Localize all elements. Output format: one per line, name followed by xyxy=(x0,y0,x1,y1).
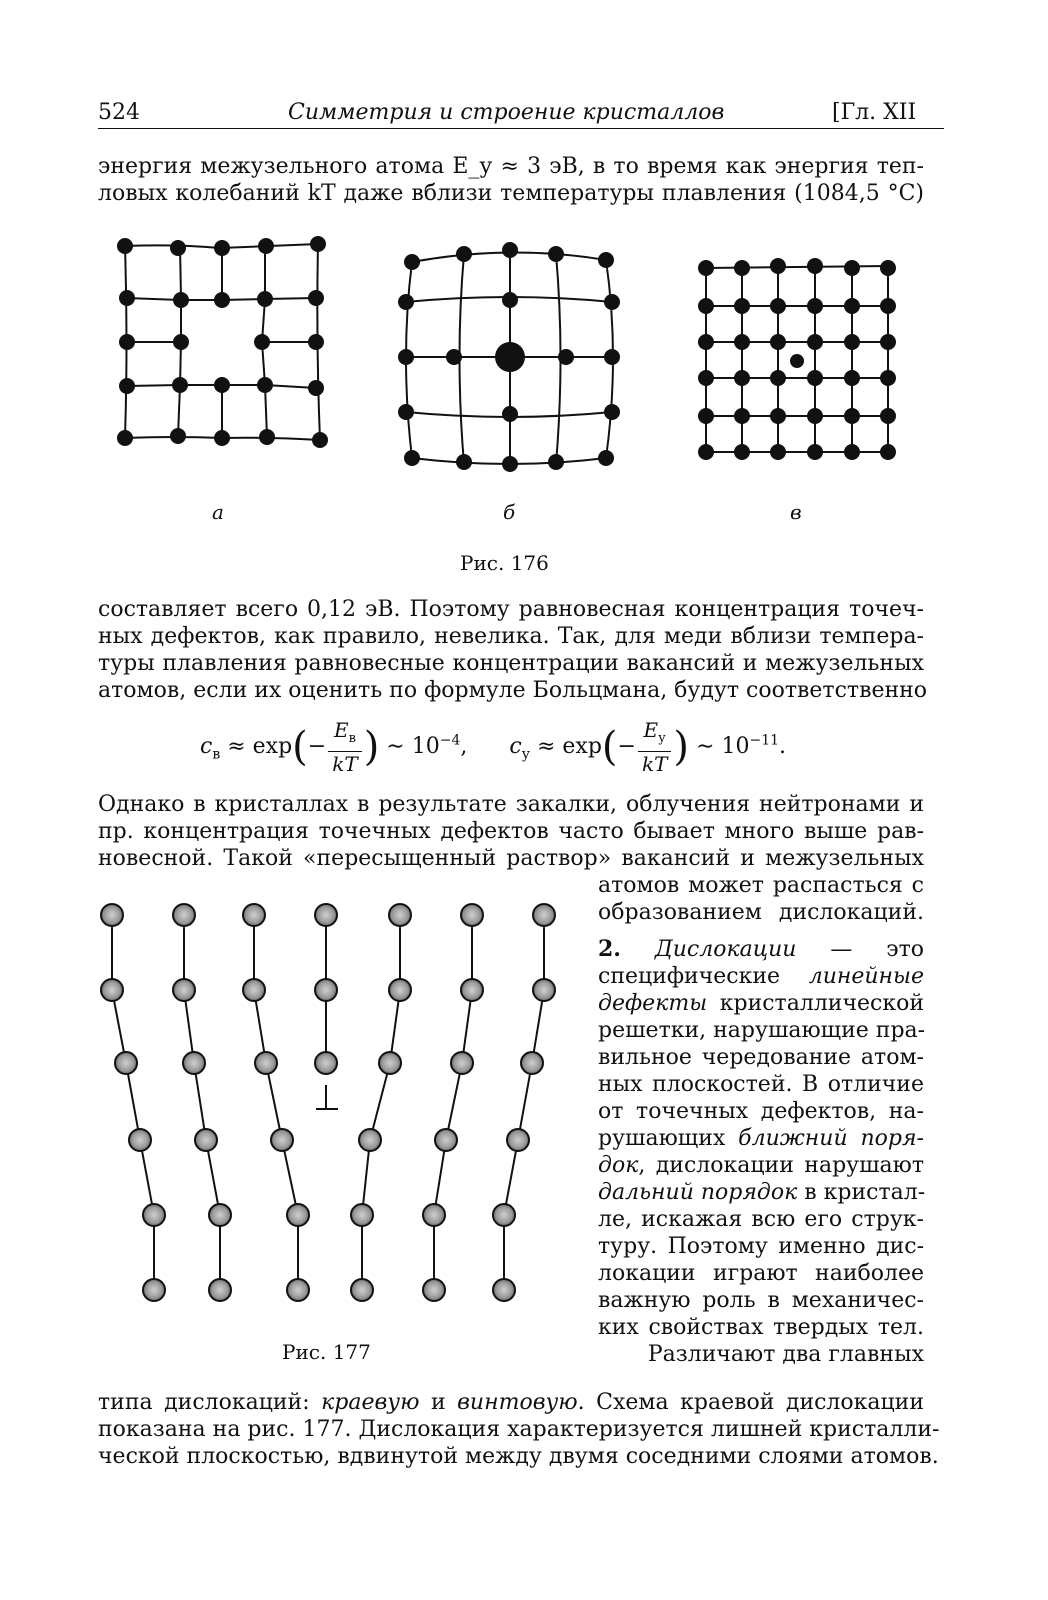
formula-operator: ∼ xyxy=(386,734,405,759)
text-line: важную роль в механичес- xyxy=(598,1288,924,1313)
formula-exponent: −4 xyxy=(439,732,461,749)
section-number: 2. xyxy=(598,936,621,962)
text-line: пр. концентрация точечных дефектов часто бывает много выше рав- xyxy=(98,819,924,844)
formula-exponent: −11 xyxy=(749,732,780,749)
text-line: ловых колебаний kT даже вблизи температуры плавления (1084,5 °C) xyxy=(98,181,924,206)
text-line: ных плоскостей. В отличие xyxy=(598,1072,924,1097)
formula-subscript: у xyxy=(521,746,530,763)
text-fragment: в кристал- xyxy=(797,1180,926,1205)
formula-value: 10 xyxy=(411,734,440,759)
formula-fraction xyxy=(328,718,361,776)
text-fragment: рушающих xyxy=(598,1126,726,1151)
text-fragment: специфические xyxy=(598,964,781,989)
text-line: новесной. Такой «пересыщенный раствор» вакансий и межузельных xyxy=(98,846,924,871)
italic-term: линейные xyxy=(808,964,924,989)
formula-symbol: E xyxy=(643,718,659,742)
figure-177-edge-dislocation xyxy=(90,895,590,1315)
formula-subscript: в xyxy=(348,731,356,746)
italic-term: док xyxy=(598,1153,639,1178)
text-fragment: , дислокации нарушают xyxy=(638,1153,924,1178)
formula-operator: ≈ xyxy=(227,734,246,759)
text-line: вильное чередование атом- xyxy=(598,1045,924,1070)
text-line: составляет всего 0,12 эВ. Поэтому равновесная концентрация точеч- xyxy=(98,597,924,622)
text-line: ческой плоскостью, вдвинутой между двумя соседними слоями атомов. xyxy=(98,1444,939,1469)
formula-function: exp xyxy=(562,734,602,759)
header-rule xyxy=(98,128,944,129)
text-line: локации играют наиболее xyxy=(598,1261,924,1286)
formula-symbol: c xyxy=(200,734,213,759)
text-line: Однако в кристаллах в результате закалки, облучения нейтронами и xyxy=(98,792,924,817)
paragraph-1 xyxy=(98,153,924,207)
figure-176-caption: Рис. 176 xyxy=(460,551,549,575)
figure-label-a: а xyxy=(212,500,224,524)
formula-operator: − xyxy=(617,734,636,759)
text-line: показана на рис. 177. Дислокация характеризуется лишней кристалли- xyxy=(98,1417,940,1442)
paragraph-3 xyxy=(98,791,924,872)
figure-177-caption: Рис. 177 xyxy=(282,1340,371,1364)
italic-term: дальний порядок xyxy=(598,1180,798,1205)
figure-label-v: в xyxy=(790,500,802,524)
text-line: ле, искажая всю его струк- xyxy=(598,1207,924,1232)
italic-term: дефекты xyxy=(598,991,708,1016)
section-title: Дислокации xyxy=(654,937,797,962)
text-line: ных дефектов, как правило, невелика. Так, для меди вблизи темпера- xyxy=(98,624,924,649)
text-line: туры плавления равновесные концентрации вакансий и межузельных xyxy=(98,651,924,676)
text-line: Различают два главных xyxy=(647,1342,924,1367)
formula-symbol: E xyxy=(333,718,349,742)
section-heading-line xyxy=(598,936,924,963)
text-line xyxy=(598,1125,924,1152)
paragraph-2 xyxy=(98,596,928,704)
text-fragment: типа дислокаций: xyxy=(98,1390,322,1415)
text-line: атомов может распасться с xyxy=(598,873,924,898)
boltzmann-formula: $c_в \approx \exp(-$ $\frac{E_в}{kT}$ ) ∼ $10^{-4}$, $c_у \approx \exp(-$ $\frac{E_у}{kT}$ ) ∼ $10^{-11}$. xyxy=(200,718,787,776)
text-line xyxy=(598,990,924,1017)
text-fragment: кристаллической xyxy=(719,991,924,1016)
text-line xyxy=(598,1152,924,1179)
text-line: атомов, если их оценить по формуле Больцмана, будут соответственно xyxy=(98,678,928,703)
formula-subscript: в xyxy=(212,746,221,763)
paragraph-4 xyxy=(98,1389,940,1470)
text-fragment: и xyxy=(419,1390,458,1415)
figure-176-lattices xyxy=(0,230,1048,530)
chapter-label: [Гл. XII xyxy=(832,100,917,125)
italic-term: ближний поря- xyxy=(738,1126,924,1151)
running-title: Симметрия и строение кристаллов xyxy=(288,100,725,125)
formula-punct: . xyxy=(779,734,787,759)
text-line: решетки, нарушающие пра- xyxy=(598,1018,926,1043)
formula-symbol: kT xyxy=(332,752,358,776)
text-line xyxy=(598,1179,924,1206)
text-fragment: . Схема краевой дислокации xyxy=(577,1390,924,1415)
formula-symbol: c xyxy=(509,734,522,759)
side-column-text xyxy=(598,872,924,1368)
formula-function: exp xyxy=(252,734,293,759)
lattice-vacancy xyxy=(125,244,320,440)
formula-fraction xyxy=(638,718,671,776)
text-line xyxy=(598,963,924,990)
formula-symbol: kT xyxy=(641,752,668,776)
text-line: ких свойствах твердых тел. xyxy=(598,1315,924,1340)
page-number: 524 xyxy=(98,100,140,125)
text-line xyxy=(98,1389,924,1416)
formula-operator: − xyxy=(307,734,327,759)
text-fragment: — это xyxy=(830,937,924,962)
formula-operator: ∼ xyxy=(696,734,715,759)
formula-punct: , xyxy=(460,734,468,759)
formula-subscript: у xyxy=(658,731,666,746)
text-line: от точечных дефектов, на- xyxy=(598,1099,924,1124)
formula-operator: ≈ xyxy=(536,734,556,759)
text-line: образованием дислокаций. xyxy=(598,900,924,925)
formula-value: 10 xyxy=(721,734,750,759)
italic-term: винтовую xyxy=(457,1390,578,1415)
italic-term: краевую xyxy=(321,1390,420,1415)
text-line: туру. Поэтому именно дис- xyxy=(598,1234,924,1259)
text-line: энергия межузельного атома E_у ≈ 3 эВ, в то время как энергия теп- xyxy=(98,154,924,179)
figure-label-b: б xyxy=(503,500,516,524)
